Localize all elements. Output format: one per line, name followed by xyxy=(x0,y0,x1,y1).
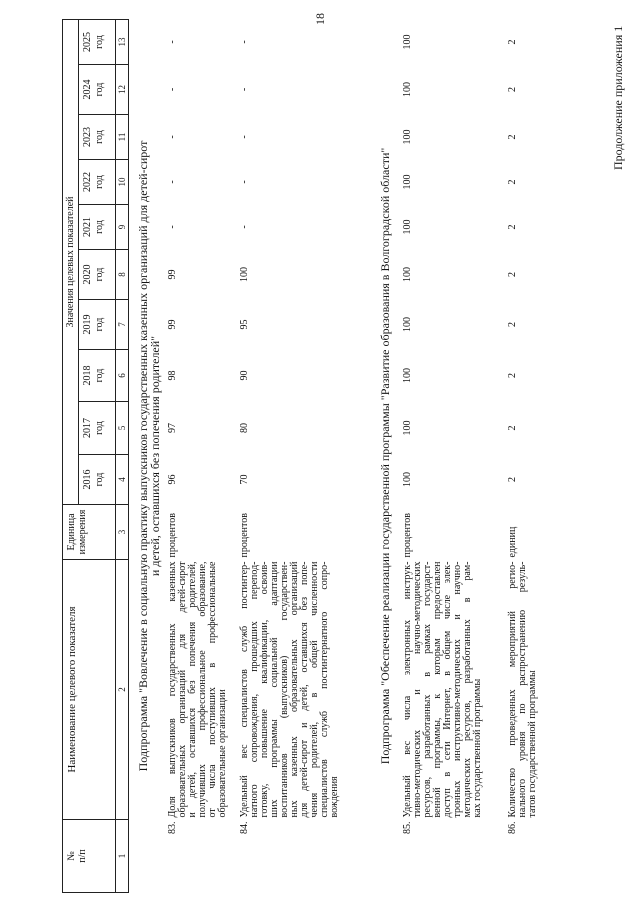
year-label: 2020 xyxy=(82,264,93,285)
header-year-2022 xyxy=(79,160,116,205)
header-unit-line: измерения xyxy=(77,509,88,555)
subprogram-row xyxy=(369,19,399,892)
year-unit: год xyxy=(94,368,105,383)
year-label: 2024 xyxy=(82,79,93,100)
column-number: 3 xyxy=(116,505,129,560)
header-year-2024 xyxy=(79,65,116,115)
year-unit: год xyxy=(94,220,105,234)
value-2020: 2 xyxy=(506,272,518,277)
header-year-2023 xyxy=(79,115,116,160)
indicator-name-line: и детей, оставшихся без попечения родителей, xyxy=(186,561,198,818)
year-label: 2021 xyxy=(82,217,93,237)
indicator-name-line: ках государственной программы xyxy=(471,678,483,818)
header-year-2016 xyxy=(79,455,116,505)
row-number: 86. xyxy=(506,821,518,834)
table-row xyxy=(164,19,236,892)
year-unit: год xyxy=(94,175,105,189)
header-values-group: Значения целевых показателей xyxy=(63,19,79,504)
column-number: 2 xyxy=(116,560,129,820)
value-2019: 95 xyxy=(238,319,250,330)
value-2017: 2 xyxy=(506,425,518,431)
indicator-name-line: натного сопровождения, прошедших перепод- xyxy=(248,561,260,818)
value-2018: 98 xyxy=(166,370,178,381)
value-2018: 100 xyxy=(401,368,413,383)
year-label: 2019 xyxy=(82,314,93,335)
year-label: 2017 xyxy=(82,418,93,438)
indicator-name-line: Количество проведенных мероприятий регио- xyxy=(506,561,518,818)
header-year-2021 xyxy=(79,205,116,250)
indicator-name-line: образовательных организаций для детей-сирот xyxy=(176,561,188,818)
indicator-name-line: Удельный вес числа электронных инструк- xyxy=(401,561,413,818)
value-2024: 100 xyxy=(401,82,413,97)
header-year-2018 xyxy=(79,350,116,402)
indicator-name-line: чения родителей, в общей численности xyxy=(308,561,320,818)
header-unit-line: Единица xyxy=(66,513,77,551)
year-label: 2022 xyxy=(82,172,93,192)
value-2022: - xyxy=(166,180,178,184)
column-number: 1 xyxy=(116,820,129,893)
subprogram-heading xyxy=(369,19,399,892)
table-row xyxy=(504,19,564,892)
year-label: 2025 xyxy=(82,32,93,52)
subprogram-heading-line: и детей, оставшихся без попечения родителей" xyxy=(148,335,162,577)
indicator-name-line: ресурсов, разработанных в рамках государст- xyxy=(421,561,433,818)
value-2021: 2 xyxy=(506,224,518,230)
indicator-name-line: получивших профессиональное образование, xyxy=(196,561,208,818)
column-number: 5 xyxy=(116,402,129,455)
value-2019: 2 xyxy=(506,322,518,327)
indicator-name-line: методических ресурсов, разработанных в рам- xyxy=(461,561,473,818)
page-number: 18 xyxy=(313,13,327,25)
value-2019: 100 xyxy=(401,317,413,332)
indicator-name-line: ших программы социальной адаптации xyxy=(268,561,280,818)
value-2017: 100 xyxy=(401,420,413,436)
indicator-name-line: нального уровня по распространению резуль- xyxy=(516,561,528,818)
unit-cell: процентов xyxy=(238,513,250,558)
year-unit: год xyxy=(94,267,105,282)
value-2021: - xyxy=(166,225,178,229)
year-unit: год xyxy=(94,317,105,332)
indicator-name xyxy=(236,560,369,820)
indicator-name xyxy=(164,560,236,820)
indicator-name-line: образовательные организации xyxy=(216,689,228,818)
header-number-line: п/п xyxy=(77,849,88,863)
value-2023: - xyxy=(166,135,178,139)
row-number: 83. xyxy=(166,821,178,834)
indicator-name-line: Доля выпускников государственных казенных xyxy=(166,561,178,818)
value-2025: 100 xyxy=(401,34,413,50)
value-2018: 2 xyxy=(506,373,518,378)
year-unit: год xyxy=(94,130,105,144)
value-2022: 2 xyxy=(506,179,518,185)
value-2025: 2 xyxy=(506,39,518,45)
column-number: 8 xyxy=(116,250,129,300)
subprogram-heading xyxy=(129,19,164,892)
value-2023: 100 xyxy=(401,129,413,145)
indicator-name-line: вождения xyxy=(328,776,340,818)
column-number: 9 xyxy=(116,205,129,250)
value-2016: 96 xyxy=(166,474,178,485)
row-number: 85. xyxy=(401,821,413,834)
year-unit: год xyxy=(94,472,105,487)
indicator-name-line: Удельный вес специалистов служб постинтер- xyxy=(238,561,250,818)
header-year-2019 xyxy=(79,300,116,350)
continuation-note: Продолжение приложения 1 xyxy=(611,25,625,170)
column-number: 10 xyxy=(116,160,129,205)
value-2021: 100 xyxy=(401,219,413,235)
header-number-line: № xyxy=(66,851,77,861)
column-number: 4 xyxy=(116,455,129,505)
unit-cell: процентов xyxy=(401,513,413,558)
value-2025: - xyxy=(238,40,250,44)
value-2023: 2 xyxy=(506,134,518,140)
indicator-name-line: доступ в сети Интернет, в общем числе элек- xyxy=(441,561,453,818)
header-unit xyxy=(63,505,116,560)
year-unit: год xyxy=(94,82,105,97)
value-2018: 90 xyxy=(238,370,250,381)
column-number: 13 xyxy=(116,19,129,64)
value-2020: 100 xyxy=(401,267,413,282)
value-2017: 80 xyxy=(238,423,250,433)
header-year-2025 xyxy=(79,19,116,64)
table-row xyxy=(236,19,369,892)
indicator-name-line: ных казенных образовательных организаций xyxy=(288,561,300,818)
value-2016: 2 xyxy=(506,477,518,482)
value-2024: - xyxy=(238,87,250,92)
indicator-name xyxy=(504,560,564,820)
column-number: 7 xyxy=(116,300,129,350)
indicator-name-line: специалистов служб постинтернатного сопро- xyxy=(318,561,330,818)
indicator-name-line: тивно-методических и научно-методических xyxy=(411,561,423,818)
indicator-name-line: воспитанников (выпускников) государствен- xyxy=(278,561,290,818)
value-2022: 100 xyxy=(401,174,413,190)
value-2020: 99 xyxy=(166,269,178,280)
header-year-2017 xyxy=(79,402,116,455)
year-label: 2016 xyxy=(82,469,93,490)
header-number xyxy=(63,820,116,893)
value-2019: 99 xyxy=(166,319,178,330)
value-2021: - xyxy=(238,225,250,229)
unit-cell: процентов xyxy=(166,513,178,558)
target-indicators-table xyxy=(62,19,564,893)
value-2022: - xyxy=(238,180,250,184)
column-number: 12 xyxy=(116,65,129,115)
year-label: 2018 xyxy=(82,365,93,386)
year-unit: год xyxy=(94,421,105,435)
year-label: 2023 xyxy=(82,127,93,147)
subprogram-heading-line: Подпрограмма "Вовлечение в социальную практику выпускников государственных казенных организаций для детей-сирот xyxy=(136,140,150,772)
indicator-name xyxy=(399,560,504,820)
subprogram-heading-line: Подпрограмма "Обеспечение реализации государственной программы "Развитие образования в Волгоградской области" xyxy=(377,147,392,765)
column-number: 6 xyxy=(116,350,129,402)
indicator-name-line: венной программы, к которым предоставлен xyxy=(431,561,443,818)
indicator-name-line: от числа поступивших в профессиональные xyxy=(206,561,218,818)
row-number: 84. xyxy=(238,821,250,834)
value-2020: 100 xyxy=(238,267,250,282)
value-2024: 2 xyxy=(506,87,518,92)
indicator-name-line: тронных инструктивно-методических и научно- xyxy=(451,561,463,818)
unit-cell: единиц xyxy=(506,526,518,558)
value-2017: 97 xyxy=(166,423,178,433)
indicator-name-line: готовку, повышение квалификации, освоив- xyxy=(258,561,270,818)
year-unit: год xyxy=(94,35,105,49)
value-2016: 70 xyxy=(238,474,250,485)
column-number: 11 xyxy=(116,115,129,160)
value-2016: 100 xyxy=(401,472,413,487)
header-indicator-name: Наименование целевого показателя xyxy=(63,560,116,820)
subprogram-row xyxy=(129,19,164,892)
indicator-name-line: для детей-сирот и детей, оставшихся без попе- xyxy=(298,561,310,818)
indicator-name-line: татов государственной программы xyxy=(526,670,538,818)
value-2025: - xyxy=(166,40,178,44)
header-year-2020 xyxy=(79,250,116,300)
value-2023: - xyxy=(238,135,250,139)
table-row xyxy=(399,19,504,892)
value-2024: - xyxy=(166,87,178,92)
